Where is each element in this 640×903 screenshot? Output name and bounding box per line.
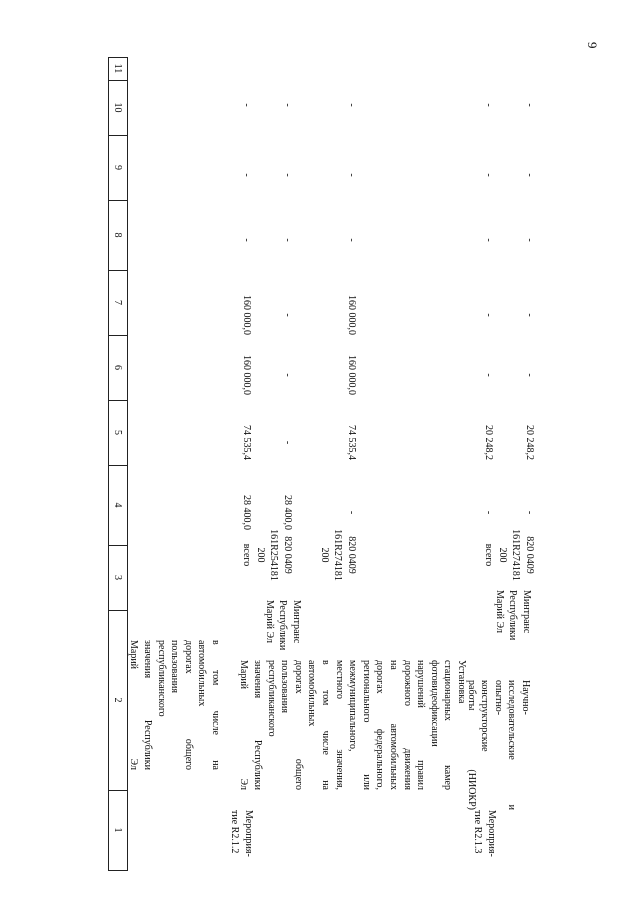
row2-col3-text bbox=[492, 590, 533, 660]
row2-col2-text bbox=[464, 680, 532, 810]
column-header-7: 7 bbox=[112, 300, 123, 305]
row1-sub1-value-col9: - bbox=[282, 238, 293, 242]
row2-sub0-code-line: всего bbox=[483, 543, 494, 567]
row2-sub1-value-col10: - bbox=[524, 173, 535, 177]
row1-col3-text-line: Минтранс bbox=[291, 600, 302, 644]
row2-sub1-value-col5: - bbox=[524, 510, 535, 515]
row1-col2-text-line: пользования bbox=[279, 660, 291, 713]
row2-col2-text-line: Научно- bbox=[520, 680, 531, 715]
row0-col2-text-line: республиканского bbox=[155, 640, 167, 717]
row2-col3-text-line: Республики bbox=[507, 590, 519, 641]
row1-col1-text-line: тие R2.1.2 bbox=[229, 810, 241, 854]
row1-col2-text-line: межмуниципального, bbox=[347, 660, 359, 752]
header-divider bbox=[108, 80, 128, 81]
column-header-4: 4 bbox=[112, 502, 123, 508]
row1-col2-text-line: фотовидеофиксации bbox=[428, 660, 440, 747]
header-divider bbox=[108, 200, 128, 201]
row1-sub0-value-col7: 160 000,0 bbox=[241, 355, 252, 395]
row1-sub0-value-col6: 74 535,4 bbox=[241, 425, 252, 460]
row2-sub0-value-col10: - bbox=[483, 173, 494, 177]
row0-col2-text-line: в том числе на bbox=[210, 640, 221, 770]
row1-sub1-value-col5: 28 400,0 bbox=[282, 495, 293, 530]
row1-col2-text-line: стационарных камер bbox=[442, 660, 454, 790]
header-divider bbox=[108, 270, 128, 271]
row2-col2-text-line: опытно- bbox=[492, 680, 504, 716]
grid-bottom-line bbox=[108, 870, 128, 871]
row1-sub0-value-col5: 28 400,0 bbox=[241, 495, 252, 530]
row1-sub1-value-col10: - bbox=[282, 173, 293, 177]
row1-col2-text-line: дорогах общего bbox=[292, 660, 304, 790]
column-header-6: 6 bbox=[112, 365, 123, 370]
row1-col1-text bbox=[228, 810, 255, 870]
row2-sub1-value-col9: - bbox=[524, 238, 535, 242]
row1-col3-text-line: Республики bbox=[277, 600, 289, 651]
row2-sub0-value-col5: - bbox=[483, 510, 494, 515]
row1-sub0-value-col9: - bbox=[241, 238, 252, 242]
column-header-1: 1 bbox=[112, 827, 123, 833]
row1-sub1-value-col8: - bbox=[282, 313, 293, 317]
row1-sub2-value-col10: - bbox=[346, 173, 357, 177]
row1-sub2-value-col7: 160 000,0 bbox=[346, 355, 357, 395]
column-header-3: 3 bbox=[112, 575, 123, 580]
header-divider bbox=[108, 610, 128, 611]
row2-col2-text-line: работы (НИОКР) bbox=[465, 680, 477, 810]
header-divider bbox=[108, 400, 128, 401]
column-header-11: 11 bbox=[112, 63, 123, 74]
row0-col2-text-line: Марий Эл bbox=[128, 640, 140, 770]
header-divider bbox=[108, 335, 128, 336]
page-number: 9 bbox=[585, 42, 600, 49]
row1-col2-text-line: в том числе на bbox=[320, 660, 332, 790]
header-divider bbox=[108, 135, 128, 136]
row1-col2-text-line: дорожного движения bbox=[401, 660, 413, 790]
header-divider bbox=[108, 790, 128, 791]
row2-col1-text-line: тие R2.1.3 bbox=[472, 810, 484, 854]
row1-col2-text bbox=[237, 660, 468, 790]
row1-sub0-value-col10: - bbox=[241, 173, 252, 177]
row1-sub1-value-col6: - bbox=[282, 440, 293, 445]
row1-col2-text-line: на автомобильных bbox=[388, 660, 400, 790]
row2-sub0-value-col9: - bbox=[483, 238, 494, 242]
row2-sub0-value-col8: - bbox=[483, 313, 494, 317]
row1-sub2-code-line: 200 bbox=[318, 547, 330, 563]
row2-col2-text-line: конструкторские bbox=[479, 680, 491, 752]
row1-sub1-code-line: 820 0409 bbox=[282, 536, 293, 574]
row2-col1-text-line: Мероприя- bbox=[486, 810, 497, 857]
row0-col2-text-line: дорогах общего bbox=[182, 640, 194, 770]
row1-col2-text-line: дорогах федерального, bbox=[374, 660, 386, 790]
row1-sub2-value-col9: - bbox=[346, 238, 357, 242]
row1-sub2-value-col5: - bbox=[346, 510, 357, 515]
row1-col2-text-line: республиканского bbox=[265, 660, 277, 737]
column-header-10: 10 bbox=[112, 102, 123, 113]
row1-sub2-value-col6: 74 535,4 bbox=[346, 425, 357, 460]
row1-col3-text bbox=[262, 600, 303, 670]
row2-sub1-code-line: 161R274181 bbox=[510, 529, 522, 581]
row1-col2-text-line: местного значения, bbox=[333, 660, 345, 790]
row0-col2-text-line: значения Республики bbox=[142, 640, 154, 770]
row2-col2-text-line: исследовательские и bbox=[506, 680, 518, 810]
row2-sub1-value-col8: - bbox=[524, 313, 535, 317]
row1-sub1-code-line: 161R254181 bbox=[268, 529, 280, 581]
row2-sub1-value-col6: 20 248,2 bbox=[524, 425, 535, 460]
row1-sub1-value-col7: - bbox=[282, 373, 293, 377]
row1-sub2-code-line: 161R274181 bbox=[332, 529, 344, 581]
row0-col2-text-line: пользования bbox=[169, 640, 181, 693]
row0-col2-text bbox=[127, 640, 222, 770]
row1-sub2-code-line: 820 0409 bbox=[346, 536, 357, 574]
row1-col2-text-line: автомобильных bbox=[306, 660, 318, 727]
row1-col2-text-line: значения Республики bbox=[252, 660, 264, 790]
row0-col2-text-line: автомобильных bbox=[196, 640, 208, 707]
row1-sub0-value-col8: 160 000,0 bbox=[241, 295, 252, 335]
row1-sub1-value-col11: - bbox=[282, 103, 293, 107]
column-header-8: 8 bbox=[112, 232, 123, 238]
row1-sub2-value-col8: 160 000,0 bbox=[346, 295, 357, 335]
row2-sub0-value-col7: - bbox=[483, 373, 494, 377]
row1-sub0-code-line: всего bbox=[241, 543, 252, 567]
row1-col1-text-line: Мероприя- bbox=[243, 810, 254, 857]
row2-sub0-value-col6: 20 248,2 bbox=[483, 425, 494, 460]
row2-sub1-value-col7: - bbox=[524, 373, 535, 377]
row1-col2-text-line: нарушений правил bbox=[415, 660, 427, 790]
row1-col2-text-line: регионального или bbox=[360, 660, 372, 790]
row1-col2-text-line: Марий Эл bbox=[238, 660, 250, 790]
row1-sub2-value-col11: - bbox=[346, 103, 357, 107]
row2-col1-text bbox=[471, 810, 498, 870]
row1-sub1-code-line: 200 bbox=[254, 547, 266, 563]
column-header-5: 5 bbox=[112, 430, 123, 435]
header-strip-right bbox=[127, 57, 128, 870]
row2-sub1-code-line: 820 0409 bbox=[524, 536, 535, 574]
row2-sub1-value-col11: - bbox=[524, 103, 535, 107]
row1-sub0-value-col11: - bbox=[241, 103, 252, 107]
row2-sub1-code-line: 200 bbox=[496, 547, 508, 563]
row2-col3-text-line: Минтранс bbox=[521, 590, 532, 634]
column-header-2: 2 bbox=[112, 697, 123, 703]
header-divider bbox=[108, 465, 128, 466]
row1-col3-text-line: Марий Эл bbox=[263, 600, 275, 643]
header-divider bbox=[108, 545, 128, 546]
row2-sub0-value-col11: - bbox=[483, 103, 494, 107]
row1-col2-text-line: Установка bbox=[456, 660, 467, 704]
column-header-9: 9 bbox=[112, 165, 123, 170]
row2-col3-text-line: Марий Эл bbox=[493, 590, 505, 633]
